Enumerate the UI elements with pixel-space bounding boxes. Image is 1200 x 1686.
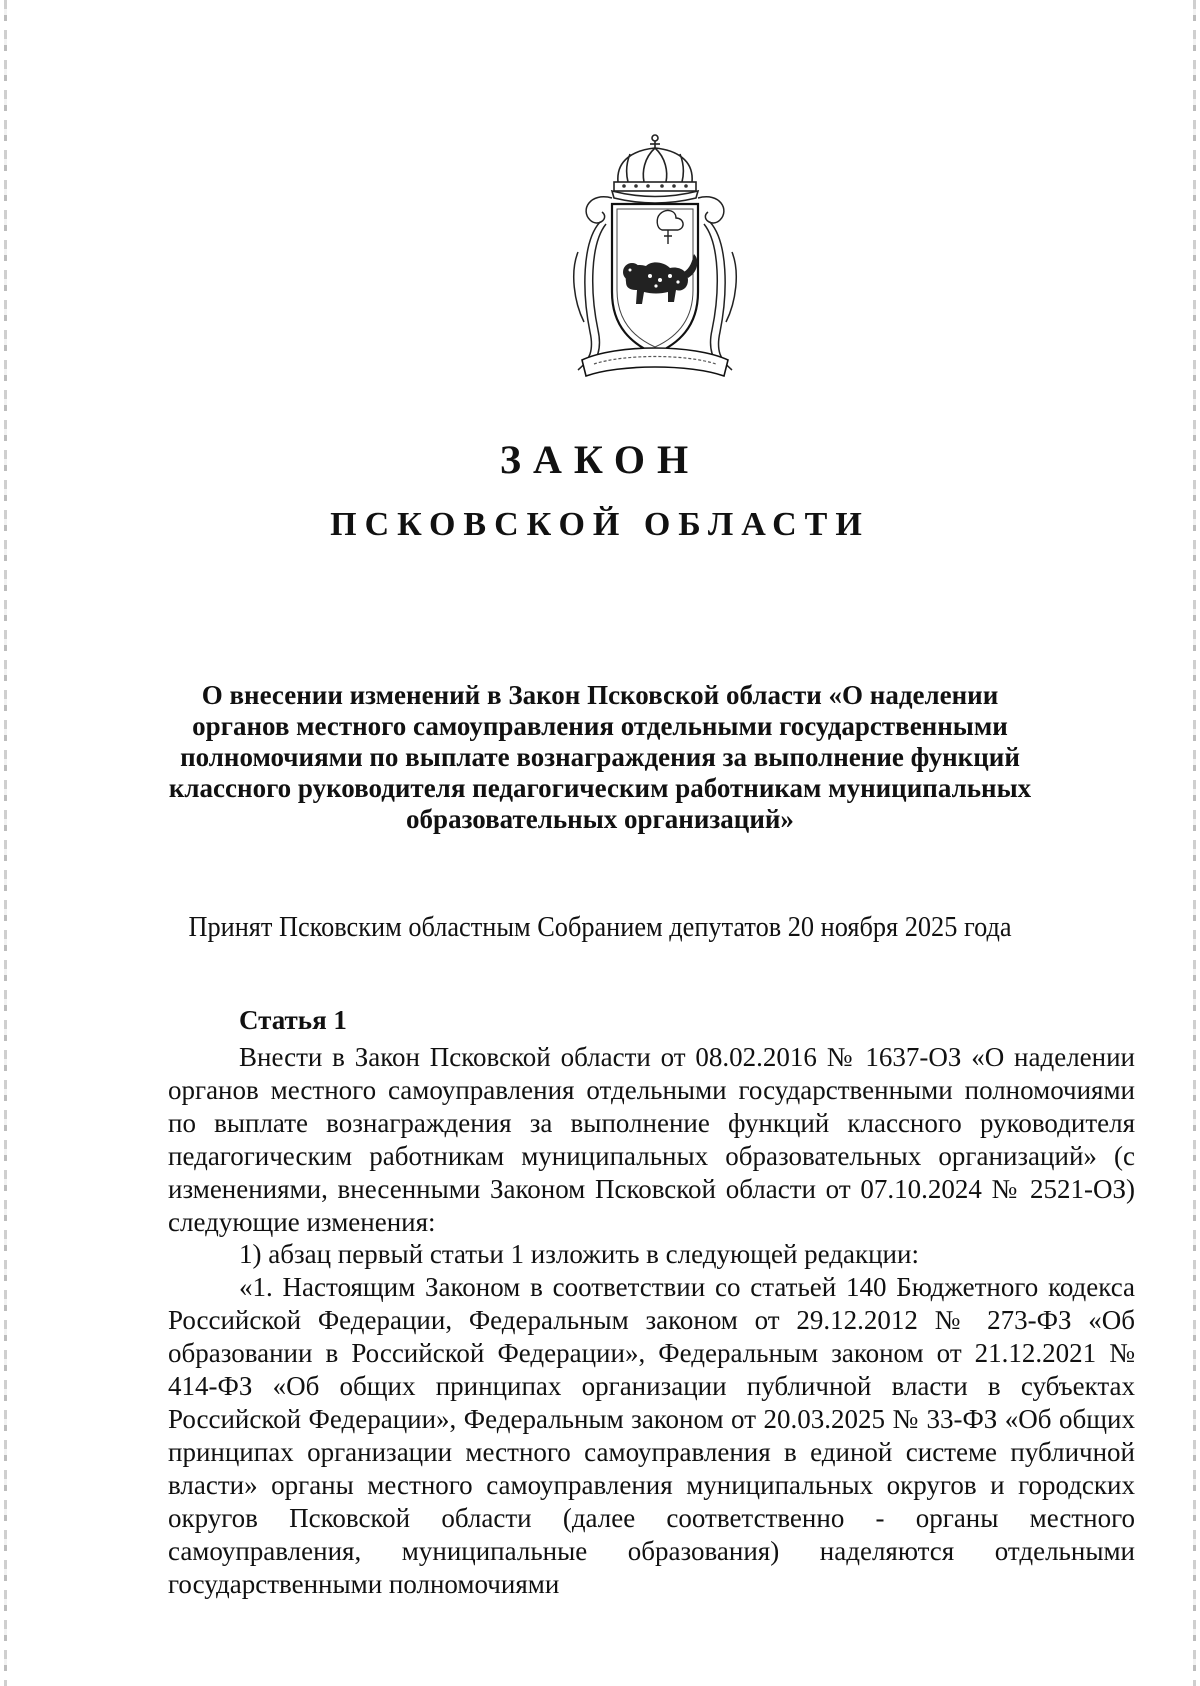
article-paragraph: Внести в Закон Псковской области от 08.02.2016 № 1637-ОЗ «О наделении органов местного самоуправления отдельными государственными полномочиями по выплате вознаграждения за выполнение функций классного руководителя педагогическим работникам муниципальных образовательных организаций» (с изменениями, внесенными Законом Псковской области от 07.10.2024 № 2521-ОЗ) следующие изменения: [168,1042,1135,1237]
article-paragraph: «1. Настоящим Законом в соответствии со статьей 140 Бюджетного кодекса Российской Федерации, Федеральным законом от 29.12.2012 № 273-ФЗ «Об образовании в Российской Федерации», Федеральным законом от 21.12.2021 № 414-ФЗ «Об общих принципах организации публичной власти в субъектах Российской Федерации», Федеральным законом от 20.03.2025 № 33-ФЗ «Об общих принципах организации местного самоуправления в единой системе публичной власти» органы местного самоуправления муниципальных округов и городских округов Псковской области (далее соответственно - органы местного самоуправления, муниципальные образования) наделяются отдельными государственными полномочиями [168,1272,1135,1599]
law-region: ПСКОВСКОЙ ОБЛАСТИ [330,506,870,543]
scan-edge-left [4,0,7,1686]
scan-edge-right [1193,0,1196,1686]
article-heading: Статья 1 [239,1005,347,1035]
pskov-coat-of-arms-icon [560,132,750,384]
law-subject: О внесении изменений в Закон Псковской области «О наделении органов местного самоуправления отдельными государственными полномочиями по выплате вознаграждения за выполнение функций классного руководителя педагогическим работникам муниципальных образовательных организаций» [168,680,1032,834]
article-body [168,1041,1135,1600]
law-title: ЗАКОН [499,437,701,482]
article-paragraph: 1) абзац первый статьи 1 изложить в следующей редакции: [239,1239,919,1270]
adoption-line: Принят Псковским областным Собранием депутатов 20 ноября 2025 года [188,912,1012,943]
